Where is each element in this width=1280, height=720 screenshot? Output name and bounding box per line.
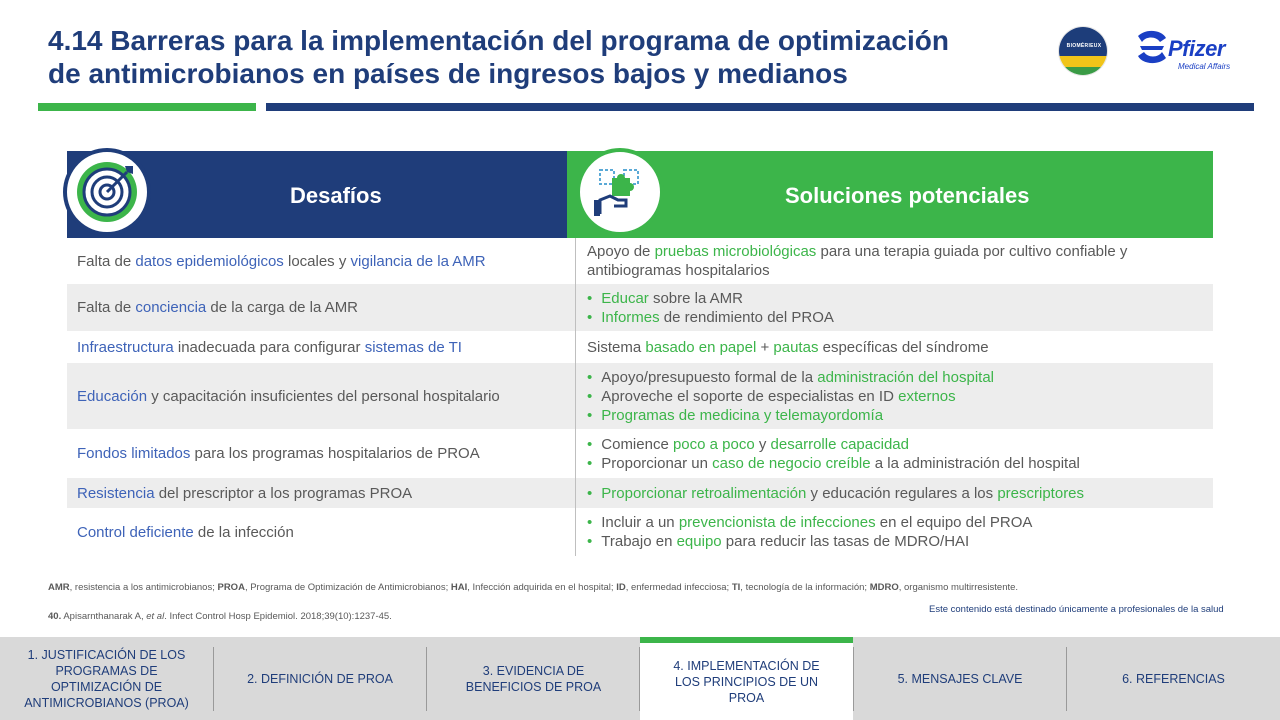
- text-segment: Comience: [601, 436, 673, 453]
- text-segment: locales y: [283, 253, 351, 270]
- pfizer-logo: [1132, 28, 1242, 78]
- highlight-text: datos epidemiológicos: [135, 253, 284, 270]
- solution-cell: [587, 338, 989, 357]
- text-segment: y: [754, 436, 771, 453]
- text-segment: de la carga de la AMR: [206, 299, 359, 316]
- nav-tab-3[interactable]: [427, 637, 640, 720]
- highlight-text: externos: [898, 388, 956, 405]
- nav-tab-2[interactable]: [214, 637, 426, 720]
- text-segment: inadecuada para configurar: [173, 339, 365, 356]
- reference-etal: et al: [146, 611, 165, 622]
- highlight-text: equipo: [676, 533, 722, 550]
- text-segment: , Programa de Optimización de Antimicrobianos;: [244, 582, 451, 593]
- text-segment: para los programas hospitalarios de PROA: [190, 445, 480, 462]
- table-row: [67, 284, 1213, 331]
- nav-tab-5[interactable]: [854, 637, 1066, 720]
- challenge-cell: [77, 338, 462, 357]
- text-segment: en el equipo del PROA: [875, 514, 1033, 531]
- pfizer-helix-icon: [1132, 28, 1172, 68]
- bullet-icon: •: [587, 514, 593, 531]
- pfizer-logo-name: Pfizer: [1168, 36, 1225, 61]
- text-segment: Proporcionar un: [601, 455, 713, 472]
- highlight-text: Infraestructura: [77, 339, 174, 356]
- column-divider: [575, 238, 576, 556]
- text-segment: HAI: [450, 582, 468, 593]
- solution-cell: [587, 435, 1080, 473]
- nav-tab-label: 5. MENSAJES CLAVE: [897, 671, 1023, 686]
- text-segment: sobre la AMR: [648, 290, 744, 307]
- challenge-cell: [77, 298, 358, 317]
- highlight-text: prescriptores: [997, 485, 1085, 502]
- text-segment: para una terapia guiada por cultivo confiable y: [816, 243, 1128, 260]
- nav-tab-label: 4. IMPLEMENTACIÓN DE LOS PRINCIPIOS DE UN PROA: [673, 658, 820, 705]
- text-segment: AMR: [48, 582, 70, 593]
- text-segment: a la administración del hospital: [870, 455, 1080, 472]
- text-segment: Sistema: [587, 339, 646, 356]
- text-segment: Trabajo en: [601, 533, 677, 550]
- nav-separator: [213, 647, 214, 711]
- highlight-text: pautas: [773, 339, 819, 356]
- text-segment: específicas del síndrome: [818, 339, 989, 356]
- highlight-text: vigilancia de la AMR: [350, 253, 486, 270]
- solution-cell: [587, 484, 1084, 503]
- bullet-icon: •: [587, 388, 593, 405]
- footnote-reference: [48, 611, 392, 622]
- bullet-item: [587, 435, 1080, 454]
- highlight-text: prevencionista de infecciones: [678, 514, 876, 531]
- title-rule-green: [38, 103, 256, 111]
- highlight-text: Educar: [601, 290, 649, 307]
- page-title: [48, 24, 1038, 90]
- bullet-icon: •: [587, 369, 593, 386]
- text-segment: , enfermedad infecciosa;: [625, 582, 732, 593]
- professional-use-note: Este contenido está destinado únicamente a profesionales de la salud: [929, 604, 1224, 615]
- bullet-icon: •: [587, 455, 593, 472]
- table-row: [67, 429, 1213, 478]
- nav-separator: [639, 647, 640, 711]
- text-segment: , Infección adquirida en el hospital;: [467, 582, 617, 593]
- nav-tab-label: 6. REFERENCIAS: [1122, 671, 1225, 686]
- footnote-abbreviations: [48, 582, 1018, 593]
- text-segment: de rendimiento del PROA: [659, 309, 834, 326]
- reference-journal: . Infect Control Hosp Epidemiol. 2018;39(10):1237-45.: [164, 611, 392, 622]
- bullet-item: [587, 308, 834, 327]
- highlight-text: basado en papel: [645, 339, 757, 356]
- table-row: [67, 238, 1213, 284]
- text-segment: del prescriptor a los programas PROA: [154, 485, 413, 502]
- reference-authors: Apisarnthanarak A,: [61, 611, 147, 622]
- highlight-text: pruebas microbiológicas: [654, 243, 817, 260]
- highlight-text: Control deficiente: [77, 524, 194, 541]
- solution-line: [587, 338, 989, 357]
- highlight-text: poco a poco: [672, 436, 755, 453]
- header-solutions-label: Soluciones potenciales: [785, 183, 1030, 208]
- challenge-cell: [77, 444, 480, 463]
- nav-separator: [426, 647, 427, 711]
- table-row: [67, 331, 1213, 363]
- highlight-text: Educación: [77, 388, 148, 405]
- bullet-icon: •: [587, 407, 593, 424]
- highlight-text: desarrolle capacidad: [770, 436, 909, 453]
- highlight-text: Proporcionar retroalimentación: [601, 485, 807, 502]
- text-segment: PROA: [217, 582, 245, 593]
- highlight-text: caso de negocio creíble: [712, 455, 871, 472]
- text-segment: MDRO: [869, 582, 899, 593]
- solution-cell: [587, 289, 834, 327]
- nav-tab-label: 3. EVIDENCIA DE BENEFICIOS DE PROA: [465, 663, 602, 694]
- bullet-icon: •: [587, 309, 593, 326]
- target-icon: [63, 148, 151, 236]
- bullet-icon: •: [587, 436, 593, 453]
- bullet-icon: •: [587, 290, 593, 307]
- text-segment: +: [756, 339, 774, 356]
- solution-line: [587, 242, 1127, 261]
- nav-tab-1[interactable]: [0, 637, 213, 720]
- text-segment: , organismo multirresistente.: [898, 582, 1019, 593]
- highlight-text: Fondos limitados: [77, 445, 191, 462]
- bullet-item: [587, 513, 1032, 532]
- nav-tab-label: 2. DEFINICIÓN DE PROA: [247, 671, 393, 686]
- puzzle-hand-icon: [576, 148, 664, 236]
- text-segment: y educación regulares a los: [806, 485, 998, 502]
- text-segment: Apoyo de: [587, 243, 655, 260]
- highlight-text: administración del hospital: [817, 369, 994, 386]
- text-segment: , tecnología de la información;: [740, 582, 870, 593]
- table-row: [67, 478, 1213, 508]
- pfizer-logo-sub: Medical Affairs: [1178, 62, 1231, 71]
- page-title-line2: de antimicrobianos en países de ingresos bajos y medianos: [48, 58, 848, 89]
- bullet-item: [587, 406, 994, 425]
- text-segment: Apoyo/presupuesto formal de la: [601, 369, 818, 386]
- text-segment: antibiogramas hospitalarios: [587, 262, 770, 279]
- nav-separator: [1066, 647, 1067, 711]
- solution-cell: [587, 368, 994, 425]
- text-segment: de la infección: [193, 524, 294, 541]
- bullet-item: [587, 484, 1084, 503]
- highlight-text: Programas de medicina y telemayordomía: [601, 407, 884, 424]
- highlight-text: sistemas de TI: [364, 339, 462, 356]
- reference-number: 40.: [48, 611, 62, 622]
- bullet-icon: •: [587, 485, 593, 502]
- bullet-item: [587, 532, 1032, 551]
- challenge-cell: [77, 484, 412, 503]
- table-row: [67, 363, 1213, 429]
- section-nav: [0, 637, 1280, 720]
- bullet-item: [587, 387, 994, 406]
- title-rule-blue: [266, 103, 1254, 111]
- text-segment: Incluir a un: [601, 514, 679, 531]
- challenge-cell: [77, 387, 500, 406]
- solution-line: [587, 261, 1127, 280]
- solution-cell: [587, 242, 1127, 280]
- nav-tab-6[interactable]: [1067, 637, 1280, 720]
- text-segment: , resistencia a los antimicrobianos;: [69, 582, 218, 593]
- nav-separator: [853, 647, 854, 711]
- text-segment: Falta de: [77, 253, 136, 270]
- biomerieux-logo-text: BIOMÉRIEUX: [1066, 43, 1102, 49]
- text-segment: para reducir las tasas de MDRO/HAI: [721, 533, 970, 550]
- text-segment: Aproveche el soporte de especialistas en ID: [601, 388, 899, 405]
- nav-tab-4[interactable]: [640, 637, 853, 720]
- highlight-text: Resistencia: [77, 485, 155, 502]
- nav-tab-label: 1. JUSTIFICACIÓN DE LOS PROGRAMAS DE OPTIMIZACIÓN DE ANTIMICROBIANOS (PROA): [24, 647, 189, 710]
- biomerieux-logo: [1058, 26, 1108, 76]
- challenge-cell: [77, 523, 294, 542]
- bullet-item: [587, 289, 834, 308]
- text-segment: ID: [616, 582, 626, 593]
- bullet-item: [587, 368, 994, 387]
- highlight-text: Informes: [601, 309, 660, 326]
- bullet-item: [587, 454, 1080, 473]
- header-challenges-label: Desafíos: [290, 183, 382, 208]
- text-segment: Falta de: [77, 299, 136, 316]
- highlight-text: conciencia: [135, 299, 207, 316]
- text-segment: TI: [731, 582, 741, 593]
- page-title-line1: 4.14 Barreras para la implementación del programa de optimización: [48, 25, 949, 56]
- bullet-icon: •: [587, 533, 593, 550]
- solution-cell: [587, 513, 1032, 551]
- challenge-cell: [77, 252, 486, 271]
- table-row: [67, 508, 1213, 556]
- text-segment: y capacitación insuficientes del personal hospitalario: [147, 388, 500, 405]
